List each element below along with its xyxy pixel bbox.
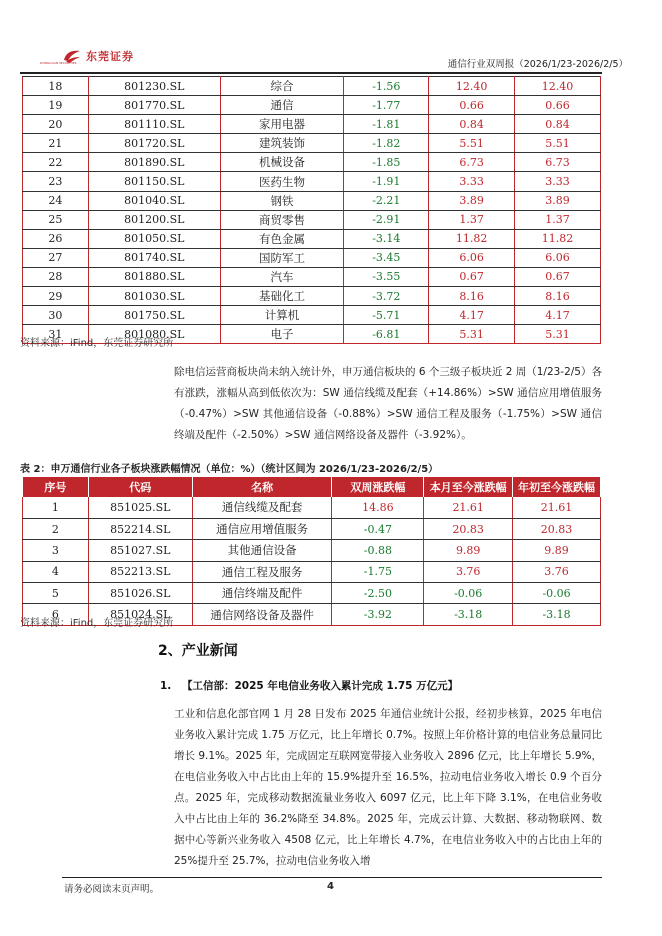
cell-rank: 22 — [23, 153, 89, 172]
cell-code: 801740.SL — [88, 248, 220, 267]
cell-rank: 28 — [23, 267, 89, 286]
cell-two-week: -1.75 — [332, 561, 424, 582]
footer-divider — [62, 877, 602, 878]
cell-ytd: 5.51 — [515, 134, 601, 153]
cell-ytd: -3.18 — [513, 604, 601, 625]
table2-caption: 表 2：申万通信行业各子板块涨跌幅情况（单位：%）（统计区间为 2026/1/23-2026/2/5） — [20, 464, 439, 475]
cell-month: 6.06 — [429, 248, 515, 267]
cell-month: 21.61 — [424, 497, 513, 518]
cell-ytd: 3.76 — [513, 561, 601, 582]
cell-two-week: -6.81 — [344, 325, 429, 344]
cell-two-week: -5.71 — [344, 306, 429, 325]
news-title: 【工信部：2025 年电信业务收入累计完成 1.75 万亿元】 — [182, 680, 459, 692]
news-headline — [160, 678, 458, 693]
cell-code: 801110.SL — [88, 115, 220, 134]
cell-name: 家用电器 — [220, 115, 344, 134]
cell-name: 通信 — [220, 96, 344, 115]
cell-ytd: 0.84 — [515, 115, 601, 134]
cell-two-week: -3.14 — [344, 229, 429, 248]
cell-rank: 29 — [23, 287, 89, 306]
cell-month: 0.66 — [429, 96, 515, 115]
table-row — [23, 583, 601, 604]
table-row — [23, 540, 601, 561]
cell-name: 有色金属 — [220, 229, 344, 248]
cell-rank: 1 — [23, 497, 89, 518]
cell-two-week: -1.82 — [344, 134, 429, 153]
news-number: 1. — [160, 680, 172, 692]
table-row — [23, 96, 601, 115]
cell-name: 基础化工 — [220, 287, 344, 306]
cell-rank: 5 — [23, 583, 89, 604]
cell-code: 801030.SL — [88, 287, 220, 306]
cell-rank: 21 — [23, 134, 89, 153]
cell-ytd: -0.06 — [513, 583, 601, 604]
cell-rank: 30 — [23, 306, 89, 325]
table-row — [23, 172, 601, 191]
report-title: 通信行业双周报（2026/1/23-2026/2/5） — [447, 59, 628, 70]
table2-header-row — [23, 477, 601, 497]
industry-performance-table-continued — [22, 76, 601, 344]
cell-code: 801040.SL — [88, 191, 220, 210]
table-row — [23, 210, 601, 229]
table-row — [23, 191, 601, 210]
cell-two-week: -3.45 — [344, 248, 429, 267]
logo-text: 东莞证券 — [86, 50, 134, 63]
cell-rank: 31 — [23, 325, 89, 344]
cell-month: -3.18 — [424, 604, 513, 625]
cell-two-week: 14.86 — [332, 497, 424, 518]
cell-name: 商贸零售 — [220, 210, 344, 229]
cell-ytd: 3.33 — [515, 172, 601, 191]
cell-code: 801200.SL — [88, 210, 220, 229]
table-row — [23, 115, 601, 134]
cell-month: 5.31 — [429, 325, 515, 344]
table-row — [23, 561, 601, 582]
cell-rank: 25 — [23, 210, 89, 229]
cell-ytd: 20.83 — [513, 518, 601, 539]
table-row — [23, 77, 601, 96]
table-row — [23, 497, 601, 518]
cell-rank: 18 — [23, 77, 89, 96]
cell-two-week: -1.91 — [344, 172, 429, 191]
table-row — [23, 518, 601, 539]
cell-two-week: -3.55 — [344, 267, 429, 286]
page-header — [20, 44, 642, 72]
cell-two-week: -3.72 — [344, 287, 429, 306]
cell-two-week: -1.56 — [344, 77, 429, 96]
cell-name: 钢铁 — [220, 191, 344, 210]
cell-code: 801890.SL — [88, 153, 220, 172]
cell-name: 汽车 — [220, 267, 344, 286]
cell-month: -0.06 — [424, 583, 513, 604]
cell-two-week: -0.47 — [332, 518, 424, 539]
cell-code: 851026.SL — [88, 583, 192, 604]
page-number: 4 — [327, 881, 334, 892]
cell-name: 医药生物 — [220, 172, 344, 191]
cell-code: 851025.SL — [88, 497, 192, 518]
table-row — [23, 153, 601, 172]
cell-month: 0.67 — [429, 267, 515, 286]
cell-ytd: 12.40 — [515, 77, 601, 96]
cell-month: 11.82 — [429, 229, 515, 248]
cell-ytd: 5.31 — [515, 325, 601, 344]
cell-code: 801750.SL — [88, 306, 220, 325]
cell-rank: 19 — [23, 96, 89, 115]
cell-two-week: -1.77 — [344, 96, 429, 115]
table-row — [23, 229, 601, 248]
cell-code: 851024.SL — [88, 604, 192, 625]
table-row — [23, 267, 601, 286]
table-row — [23, 134, 601, 153]
cell-ytd: 3.89 — [515, 191, 601, 210]
table-row — [23, 287, 601, 306]
cell-rank: 27 — [23, 248, 89, 267]
table1-source: 资料来源：iFind，东莞证券研究所 — [20, 338, 174, 349]
cell-name: 通信应用增值服务 — [192, 518, 332, 539]
header-two-week: 双周涨跌幅 — [332, 477, 424, 497]
cell-ytd: 1.37 — [515, 210, 601, 229]
cell-code: 801770.SL — [88, 96, 220, 115]
cell-ytd: 8.16 — [515, 287, 601, 306]
cell-name: 通信工程及服务 — [192, 561, 332, 582]
cell-two-week: -3.92 — [332, 604, 424, 625]
cell-code: 801150.SL — [88, 172, 220, 191]
cell-two-week: -2.21 — [344, 191, 429, 210]
cell-name: 国防军工 — [220, 248, 344, 267]
cell-month: 4.17 — [429, 306, 515, 325]
cell-rank: 2 — [23, 518, 89, 539]
cell-name: 机械设备 — [220, 153, 344, 172]
cell-two-week: -0.88 — [332, 540, 424, 561]
cell-code: 801230.SL — [88, 77, 220, 96]
header-ytd: 年初至今涨跌幅 — [513, 477, 601, 497]
cell-name: 建筑装饰 — [220, 134, 344, 153]
cell-month: 3.76 — [424, 561, 513, 582]
cell-ytd: 11.82 — [515, 229, 601, 248]
cell-rank: 20 — [23, 115, 89, 134]
cell-month: 12.40 — [429, 77, 515, 96]
cell-two-week: -2.91 — [344, 210, 429, 229]
cell-ytd: 9.89 — [513, 540, 601, 561]
header-divider — [20, 72, 602, 74]
cell-rank: 4 — [23, 561, 89, 582]
cell-name: 通信终端及配件 — [192, 583, 332, 604]
cell-code: 852213.SL — [88, 561, 192, 582]
table-row — [23, 248, 601, 267]
header-rank: 序号 — [23, 477, 89, 497]
table2-source: 资料来源：iFind，东莞证券研究所 — [20, 618, 174, 629]
cell-rank: 3 — [23, 540, 89, 561]
cell-month: 9.89 — [424, 540, 513, 561]
cell-ytd: 21.61 — [513, 497, 601, 518]
cell-rank: 23 — [23, 172, 89, 191]
header-code: 代码 — [88, 477, 192, 497]
cell-code: 801050.SL — [88, 229, 220, 248]
cell-month: 3.33 — [429, 172, 515, 191]
cell-month: 5.51 — [429, 134, 515, 153]
cell-rank: 6 — [23, 604, 89, 625]
cell-ytd: 4.17 — [515, 306, 601, 325]
cell-name: 通信线缆及配套 — [192, 497, 332, 518]
cell-name: 电子 — [220, 325, 344, 344]
cell-rank: 26 — [23, 229, 89, 248]
cell-month: 6.73 — [429, 153, 515, 172]
cell-two-week: -2.50 — [332, 583, 424, 604]
table-row — [23, 306, 601, 325]
cell-code: 851027.SL — [88, 540, 192, 561]
cell-month: 0.84 — [429, 115, 515, 134]
cell-name: 计算机 — [220, 306, 344, 325]
cell-ytd: 0.66 — [515, 96, 601, 115]
header-name: 名称 — [192, 477, 332, 497]
cell-ytd: 0.67 — [515, 267, 601, 286]
news-body-paragraph: 工业和信息化部官网 1 月 28 日发布 2025 年通信业统计公报，经初步核算，2025 年电信业务收入累计完成 1.75 万亿元，比上年增长 0.7%。按照上年价格计算的电信业务总量同比增长 9.1%。2025 年，完成固定互联网宽带接入业务收入 2896 亿元，比上年增长 5.9%，在电信业务收入中占比由上年的 15.9%提升至 16.5%，拉动电信业务收入增长 0.9 个百分点。2025 年，完成移动数据流量业务收入 6097 亿元，比上年下降 3.1%，在电信业务收入中占比由上年的 36.2%降至 34.8%。2025 年，完成云计算、大数据、移动物联网、数据中心等新兴业务收入 4508 亿元，比上年增长 4.7%，在电信业务收入中的占比由上年的 25%提升至 25.7%，拉动电信业务收入增 — [174, 708, 602, 867]
subsector-summary-paragraph: 除电信运营商板块尚未纳入统计外，申万通信板块的 6 个三级子板块近 2 周（1/23-2/5）各有涨跌，涨幅从高到低依次为：SW 通信线缆及配套（+14.86%）>SW 通信应用增值服务（-0.47%）>SW 其他通信设备（-0.88%）>SW 通信工程及服务（-1.75%）>SW 通信终端及配件（-2.50%）>SW 通信网络设备及器件（-3.92%）。 — [174, 366, 602, 441]
cell-rank: 24 — [23, 191, 89, 210]
cell-name: 通信网络设备及器件 — [192, 604, 332, 625]
cell-month: 3.89 — [429, 191, 515, 210]
cell-two-week: -1.85 — [344, 153, 429, 172]
cell-ytd: 6.06 — [515, 248, 601, 267]
cell-code: 801880.SL — [88, 267, 220, 286]
section-title: 2、产业新闻 — [158, 643, 238, 659]
cell-month: 8.16 — [429, 287, 515, 306]
subsector-performance-table — [22, 477, 601, 626]
cell-ytd: 6.73 — [515, 153, 601, 172]
cell-two-week: -1.81 — [344, 115, 429, 134]
cell-code: 801720.SL — [88, 134, 220, 153]
cell-month: 1.37 — [429, 210, 515, 229]
cell-name: 其他通信设备 — [192, 540, 332, 561]
cell-month: 20.83 — [424, 518, 513, 539]
cell-code: 852214.SL — [88, 518, 192, 539]
cell-name: 综合 — [220, 77, 344, 96]
footer-disclaimer: 请务必阅读末页声明。 — [64, 884, 160, 895]
header-month: 本月至今涨跌幅 — [424, 477, 513, 497]
logo-subtext: DONGGUAN SECURITIES — [40, 61, 77, 65]
cell-code: 801080.SL — [88, 325, 220, 344]
